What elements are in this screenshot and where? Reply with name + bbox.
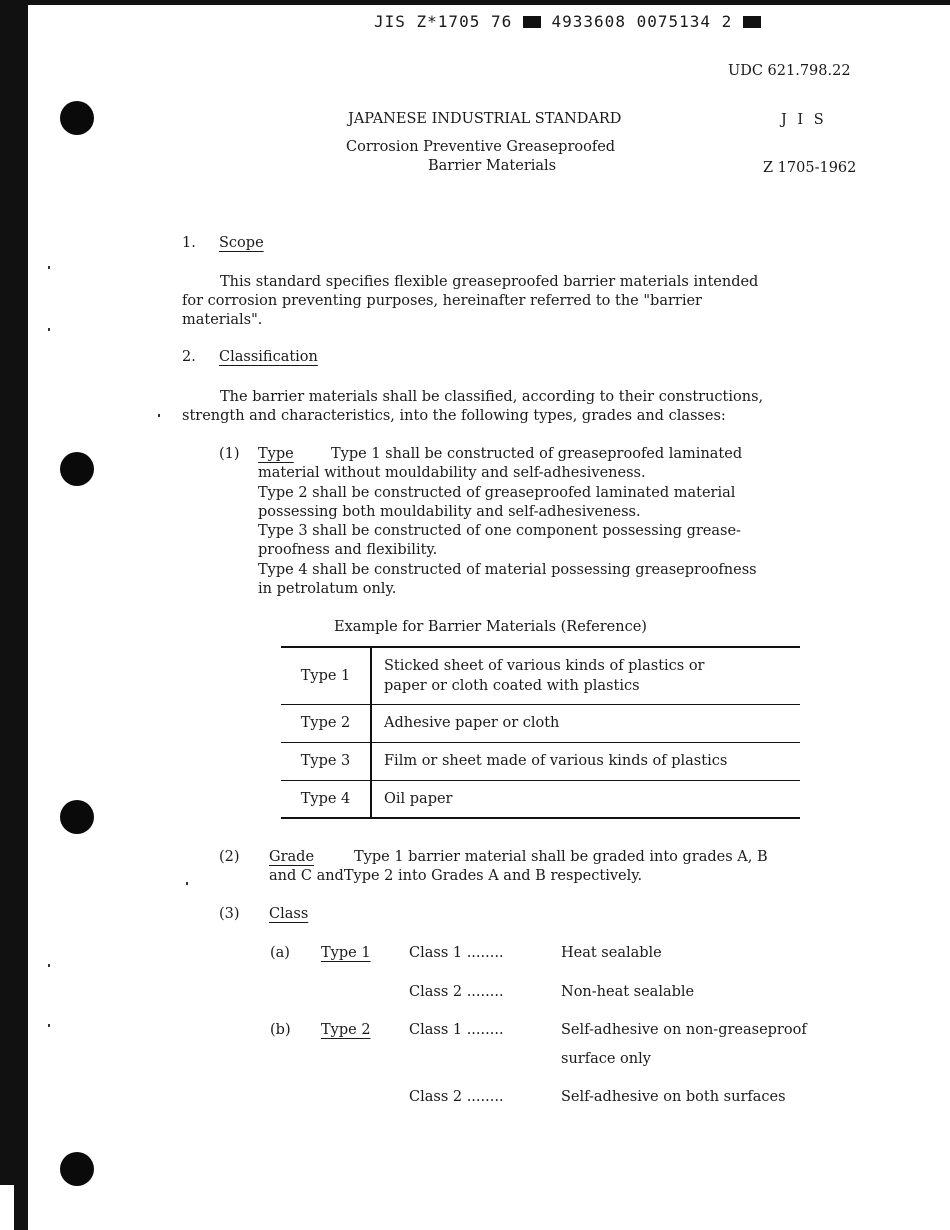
scan-edge-notch — [0, 1185, 14, 1230]
barcode-block — [523, 16, 541, 28]
classification-line-1: The barrier materials shall be classified, according to their constructions, — [220, 389, 764, 405]
document-code-line — [374, 12, 761, 31]
standard-number: Z 1705-1962 — [763, 160, 857, 176]
title-line-1: Corrosion Preventive Greaseproofed — [346, 139, 616, 155]
scan-speck — [48, 266, 50, 269]
scan-speck — [186, 882, 188, 885]
class-b-class1: Class 1 ........ — [409, 1022, 504, 1038]
class-b-class1-desc: Self-adhesive on non-greaseproof — [561, 1022, 807, 1038]
punch-hole — [60, 452, 94, 486]
scan-speck — [48, 328, 50, 331]
table-cell-example-line: Sticked sheet of various kinds of plastics or — [384, 657, 705, 674]
table-cell-type: Type 2 — [281, 704, 371, 742]
grade-line-1: Type 1 barrier material shall be graded into grades A, B — [354, 849, 768, 865]
section-heading-classification: Classification — [219, 349, 318, 365]
document-code-part1: JIS Z*1705 76 — [374, 12, 513, 31]
punch-hole — [60, 1152, 94, 1186]
jis-mark: J I S — [781, 112, 827, 128]
class-a-type: Type 1 — [321, 945, 371, 961]
table-row — [281, 647, 800, 704]
udc-number: UDC 621.798.22 — [728, 63, 851, 79]
punch-hole — [60, 101, 94, 135]
table-row — [281, 742, 800, 780]
scan-top-edge — [0, 0, 950, 5]
type-line-8: in petrolatum only. — [258, 581, 397, 597]
class-a-class2: Class 2 ........ — [409, 984, 504, 1000]
class-b-class2: Class 2 ........ — [409, 1089, 504, 1105]
example-table — [281, 646, 800, 819]
scope-line-3: materials". — [182, 312, 263, 328]
punch-hole — [60, 800, 94, 834]
item-label-class: Class — [269, 906, 309, 922]
class-a-class1-desc: Heat sealable — [561, 945, 662, 961]
type-line-7: Type 4 shall be constructed of material possessing greaseproofness — [258, 562, 757, 578]
table-cell-type: Type 4 — [281, 780, 371, 818]
class-b-class2-desc: Self-adhesive on both surfaces — [561, 1089, 786, 1105]
table-cell-example-line: paper or cloth coated with plastics — [384, 677, 640, 694]
table-cell-example — [371, 647, 800, 704]
class-a-class2-desc: Non-heat sealable — [561, 984, 695, 1000]
type-line-6: proofness and flexibility. — [258, 542, 438, 558]
title-line-2: Barrier Materials — [428, 158, 557, 174]
scan-left-edge — [0, 0, 28, 1230]
table-row — [281, 704, 800, 742]
table-cell-type: Type 1 — [281, 647, 371, 704]
scan-speck — [48, 964, 50, 967]
scan-speck — [158, 414, 160, 417]
table-cell-type: Type 3 — [281, 742, 371, 780]
item-number-class: (3) — [219, 906, 240, 922]
table-row — [281, 780, 800, 818]
type-line-3: Type 2 shall be constructed of greaseproofed laminated material — [258, 485, 736, 501]
class-a-class1: Class 1 ........ — [409, 945, 504, 961]
item-number-grade: (2) — [219, 849, 240, 865]
document-code-part2: 4933608 0075134 2 — [551, 12, 733, 31]
type-line-1: Type 1 shall be constructed of greaseproofed laminated — [331, 446, 743, 462]
classification-line-2: strength and characteristics, into the following types, grades and classes: — [182, 408, 726, 424]
barcode-block — [743, 16, 761, 28]
grade-line-2: and C andType 2 into Grades A and B respectively. — [269, 868, 643, 884]
standard-organization: JAPANESE INDUSTRIAL STANDARD — [348, 111, 622, 127]
class-b-letter: (b) — [270, 1022, 291, 1038]
table-cell-example: Film or sheet made of various kinds of plastics — [371, 742, 800, 780]
item-label-type: Type — [258, 446, 294, 462]
table-cell-example: Oil paper — [371, 780, 800, 818]
type-line-4: possessing both mouldability and self-adhesiveness. — [258, 504, 641, 520]
section-number-classification: 2. — [182, 349, 196, 365]
scope-line-2: for corrosion preventing purposes, hereinafter referred to the "barrier — [182, 293, 702, 309]
section-heading-scope: Scope — [219, 235, 264, 251]
type-line-5: Type 3 shall be constructed of one component possessing grease- — [258, 523, 741, 539]
section-number-scope: 1. — [182, 235, 196, 251]
item-label-grade: Grade — [269, 849, 315, 865]
class-b-type: Type 2 — [321, 1022, 371, 1038]
scope-line-1: This standard specifies flexible greaseproofed barrier materials intended — [220, 274, 759, 290]
table-cell-example: Adhesive paper or cloth — [371, 704, 800, 742]
example-table-caption: Example for Barrier Materials (Reference) — [334, 619, 647, 635]
type-line-2: material without mouldability and self-adhesiveness. — [258, 465, 646, 481]
item-number-type: (1) — [219, 446, 240, 462]
scan-speck — [48, 1024, 50, 1027]
class-b-class1-desc-cont: surface only — [561, 1051, 651, 1067]
class-a-letter: (a) — [270, 945, 290, 961]
